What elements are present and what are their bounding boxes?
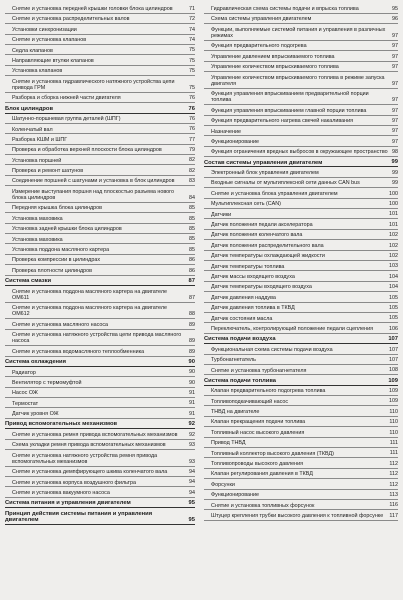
toc-entry	[204, 347, 398, 355]
toc-page-number: 92	[189, 431, 195, 438]
toc-entry-title: Штуцер крепления трубки высокого давления к топливной форсунке	[211, 512, 384, 519]
toc-entry-title: Разборка КШМ и ШПГ	[12, 136, 68, 143]
toc-entry-title: Функция предварительного нагрева свечей накаливания	[211, 118, 354, 125]
toc-entry-title: Топливопроводы высокого давления	[211, 461, 304, 468]
toc-page-number: 116	[389, 502, 398, 509]
toc-entry-title: Схема укладки ремня привода вспомогательных механизмов	[12, 442, 166, 449]
toc-page-number: 83	[189, 178, 195, 185]
toc-page-number: 95	[392, 5, 398, 12]
toc-page-number: 109	[389, 398, 398, 405]
toc-entry-title: Управление количеством впрыскиваемого топлива	[211, 64, 339, 71]
toc-entry	[204, 139, 398, 147]
toc-entry	[204, 91, 398, 105]
toc-entry-title: Турбонагнетатель	[211, 357, 256, 364]
toc-page-number: 91	[189, 400, 195, 407]
toc-entry	[5, 37, 195, 45]
toc-entry-title: Снятие и установка ремня привода вспомогательных механизмов	[12, 431, 178, 438]
toc-entry-title: Снятие и установка водомасляного теплообменника	[12, 348, 145, 355]
toc-entry	[5, 401, 195, 409]
toc-entry	[5, 27, 195, 35]
toc-entry	[5, 16, 195, 24]
toc-entry-title: Снятие и установка вакуумного насоса	[12, 490, 110, 497]
toc-entry-title: Блок цилиндров	[5, 105, 54, 112]
toc-page-number: 107	[389, 356, 398, 363]
toc-section-heading	[5, 500, 195, 508]
toc-entry-title: Функционирование	[211, 138, 259, 145]
toc-entry	[5, 237, 195, 245]
toc-page-number: 77	[189, 136, 195, 143]
toc-entry-title: Привод вспомогательных механизмов	[5, 421, 118, 428]
toc-page-number: 76	[189, 115, 195, 122]
toc-page-number: 87	[188, 277, 195, 284]
toc-page-number: 93	[189, 442, 195, 449]
toc-entry-title: Система охлаждения	[5, 359, 66, 366]
toc-entry	[204, 409, 398, 417]
toc-entry	[204, 326, 398, 334]
toc-page-number: 95	[188, 500, 195, 507]
toc-entry-title: Термостат	[12, 400, 39, 407]
toc-entry	[204, 399, 398, 407]
toc-entry-title: Управление количеством впрыскиваемого топлива в режиме запуска двигателя	[211, 74, 385, 87]
toc-entry-title: Снятие и установка блока управления двигателем	[211, 190, 338, 197]
toc-entry	[204, 27, 398, 41]
toc-entry-title: Датчик положения педали акселератора	[211, 222, 313, 229]
toc-entry	[5, 168, 195, 176]
toc-page-number: 97	[392, 117, 398, 124]
toc-entry	[204, 222, 398, 230]
toc-entry-title: Система смазки	[5, 278, 52, 285]
toc-entry	[5, 349, 195, 357]
toc-page-number: 100	[389, 201, 398, 208]
toc-entry-title: Датчик температуры охлаждающей жидкости	[211, 253, 325, 260]
toc-page-number: 101	[389, 211, 398, 218]
toc-page-number: 99	[391, 159, 398, 166]
toc-entry	[204, 212, 398, 220]
toc-entry	[5, 322, 195, 330]
toc-entry	[5, 95, 195, 103]
toc-page-number: 110	[389, 419, 398, 426]
toc-entry-title: Датчик положения распределительного вала	[211, 242, 324, 249]
toc-entry	[5, 289, 195, 303]
toc-entry-title: Клапан предварительного подогрева топлива	[211, 388, 326, 395]
toc-entry-title: Установка маховика	[12, 215, 63, 222]
toc-page-number: 88	[189, 311, 195, 318]
toc-entry	[204, 170, 398, 178]
toc-page-number: 71	[189, 5, 195, 12]
toc-page-number: 91	[189, 410, 195, 417]
toc-page-number: 76	[189, 126, 195, 133]
toc-entry-title: Снятие и установка поддона масляного картера на двигателе ОМ612	[12, 305, 168, 318]
toc-page-number: 103	[389, 263, 398, 270]
toc-entry	[204, 284, 398, 292]
toc-page-number: 102	[389, 232, 398, 239]
toc-entry-title: Вентилятор с термомуфтой	[12, 379, 82, 386]
toc-page-number: 106	[389, 325, 398, 332]
toc-entry	[204, 201, 398, 209]
toc-entry	[204, 108, 398, 116]
toc-page-number: 98	[392, 149, 398, 156]
toc-entry-title: Функции, выполняемые системой питания и управления в различных режимах	[211, 26, 386, 39]
toc-page-number: 97	[392, 128, 398, 135]
toc-entry-title: Система подачи воздуха	[204, 336, 276, 343]
toc-page-number: 94	[189, 469, 195, 476]
toc-page-number: 110	[389, 429, 398, 436]
toc-page-number: 102	[389, 253, 398, 259]
toc-entry	[5, 370, 195, 378]
toc-entry-title: Датчик состояния масла	[211, 315, 273, 322]
toc-page-number: 105	[389, 304, 398, 311]
toc-section-heading	[5, 359, 195, 367]
toc-page-number: 97	[392, 138, 398, 145]
toc-page-number: 107	[389, 346, 398, 353]
toc-page-number: 89	[189, 321, 195, 328]
toc-entry-title: Снятие и установка клапанов	[12, 37, 87, 44]
toc-entry	[204, 513, 398, 521]
toc-entry-title: Радиатор	[12, 369, 36, 376]
toc-page-number: 90	[189, 369, 195, 376]
toc-entry-title: Система питания и управления двигателем	[5, 500, 131, 507]
toc-entry-title: Снятие и установка передней крышки головки блока цилиндров	[12, 6, 173, 12]
toc-page-number: 87	[189, 294, 195, 301]
toc-entry	[5, 58, 195, 66]
toc-entry	[5, 48, 195, 56]
toc-page-number: 85	[189, 246, 195, 253]
toc-section-heading	[204, 160, 398, 168]
toc-section-heading	[5, 511, 195, 525]
toc-entry	[204, 243, 398, 251]
toc-entry	[5, 137, 195, 145]
toc-entry	[5, 216, 195, 224]
toc-section-heading	[5, 421, 195, 429]
toc-page-number: 109	[389, 388, 398, 395]
toc-page-number: 99	[392, 169, 398, 176]
toc-entry	[204, 149, 398, 157]
toc-entry-title: Снятие и установка поддона масляного картера на двигателе ОМ611	[12, 288, 168, 301]
toc-entry-title: Проверка и обработка верхней плоскости блока цилиндров	[12, 147, 162, 154]
toc-entry-title: Функционирование	[211, 492, 259, 499]
toc-page-number: 95	[188, 516, 195, 523]
toc-entry-title: Переключатель, контролирующий положение педали сцепления	[211, 325, 374, 332]
toc-entry	[5, 205, 195, 213]
toc-entry	[204, 440, 398, 448]
toc-entry-title: Установка поршней	[12, 157, 62, 164]
toc-page-number: 75	[189, 68, 195, 75]
toc-page-number: 107	[388, 336, 398, 343]
toc-page-number: 86	[189, 257, 195, 264]
toc-page-number: 90	[189, 379, 195, 386]
toc-page-number: 82	[189, 167, 195, 174]
toc-entry-title: Датчик температуры топлива	[211, 263, 285, 270]
toc-entry-title: Функция ограничения вредных выбросов в окружающее пространство	[211, 149, 388, 156]
toc-page-number: 105	[389, 294, 398, 301]
toc-entry	[5, 147, 195, 155]
toc-entry-title: Установка задней крышки блока цилиндров	[12, 226, 122, 233]
toc-page-number: 112	[389, 471, 398, 478]
toc-entry	[204, 191, 398, 199]
toc-entry	[204, 471, 398, 479]
toc-page-number: 76	[189, 95, 195, 102]
toc-entry-title: Датчик температуры входящего воздуха	[211, 284, 312, 291]
toc-entry	[5, 453, 195, 467]
toc-entry-title: Функция предварительного подогрева	[211, 43, 307, 50]
toc-page-number: 90	[188, 358, 195, 365]
toc-entry	[204, 118, 398, 126]
toc-entry-title: Снятие и установка демпфирующего шкива коленчатого вала	[12, 469, 168, 476]
toc-entry-title: Управление давлением впрыскиваемого топлива	[211, 53, 335, 60]
toc-entry-title: ТНВД на двигателе	[211, 409, 260, 416]
toc-entry	[204, 503, 398, 511]
toc-entry	[204, 180, 398, 188]
toc-entry	[5, 68, 195, 76]
toc-page-number: 74	[189, 36, 195, 43]
toc-entry-title: Назначение	[211, 128, 241, 135]
toc-column-left	[5, 6, 195, 527]
toc-entry	[204, 129, 398, 137]
toc-entry	[5, 257, 195, 265]
toc-page-number: 100	[389, 190, 398, 197]
toc-entry-title: Привод ТНВД	[211, 440, 246, 447]
toc-page-number: 110	[389, 408, 398, 415]
toc-page-number: 113	[389, 491, 398, 498]
toc-entry	[5, 247, 195, 255]
toc-entry	[5, 158, 195, 166]
toc-page-number: 89	[189, 338, 195, 345]
toc-page-number: 101	[389, 221, 398, 228]
toc-entry	[5, 411, 195, 419]
toc-entry	[204, 295, 398, 303]
toc-page-number: 82	[189, 157, 195, 164]
toc-entry	[5, 116, 195, 124]
toc-entry	[5, 490, 195, 498]
toc-entry-title: Датчики	[211, 211, 232, 218]
toc-page-number: 89	[189, 348, 195, 355]
toc-entry-title: Снятие и установка корпуса воздушного фильтра	[12, 479, 137, 486]
toc-page-number: 91	[189, 390, 195, 397]
toc-entry-title: Проверка компрессии в цилиндрах	[12, 257, 101, 264]
toc-page-number: 85	[189, 215, 195, 222]
toc-page-number: 84	[189, 194, 195, 201]
toc-page-number: 97	[392, 80, 398, 87]
toc-entry	[204, 64, 398, 72]
toc-entry-title: Установка маховика	[12, 236, 63, 243]
toc-entry-title: Датчик уровня ОЖ	[12, 411, 59, 418]
toc-entry	[5, 226, 195, 234]
toc-entry-title: Принцип действия системы питания и управления двигателем	[5, 510, 153, 523]
toc-entry-title: Направляющие втулки клапанов	[12, 57, 94, 64]
toc-entry-title: Топливный коллектор высокого давления (ТКВД)	[211, 450, 334, 457]
toc-entry-title: Шатунно-поршневая группа деталей (ШПГ)	[12, 116, 121, 123]
toc-column-right	[204, 6, 398, 523]
toc-entry-title: Соединение поршней с шатунами и установка в блок цилиндров	[12, 178, 175, 185]
toc-entry	[5, 6, 195, 14]
toc-entry-title: Снятие и установка масляного насоса	[12, 321, 109, 328]
toc-entry-title: Установка клапанов	[12, 68, 63, 75]
toc-page-number: 76	[188, 105, 195, 112]
toc-entry	[204, 419, 398, 427]
toc-entry-title: Схема системы управления двигателем	[211, 16, 312, 23]
toc-page-number: 92	[188, 421, 195, 428]
toc-page-number: 75	[189, 47, 195, 54]
toc-page-number: 75	[189, 57, 195, 64]
toc-page-number: 99	[392, 180, 398, 187]
toc-entry-title: Форсунки	[211, 481, 235, 488]
toc-entry-title: Датчик давления наддува	[211, 294, 276, 301]
toc-entry-title: Топливный насос высокого давления	[211, 429, 305, 436]
toc-entry	[204, 482, 398, 490]
toc-entry-title: Снятие и установка топливных форсунок	[211, 502, 315, 509]
toc-entry	[204, 232, 398, 240]
toc-entry	[5, 469, 195, 477]
toc-entry-title: Снятие и установка гидравлического натяжного устройства цепи привода ГРМ	[12, 78, 175, 91]
toc-entry-title: Гидравлическая схема системы подачи и впрыска топлива	[211, 6, 359, 12]
toc-entry-title: Снятие и установка распределительных валов	[12, 16, 130, 23]
toc-entry-title: Разборка и сборка нижней части двигателя	[12, 95, 121, 102]
toc-entry	[5, 305, 195, 319]
toc-entry-title: Входные сигналы от мультиплексной сети данных CAN bus	[211, 180, 360, 187]
toc-entry-title: Насос ОЖ	[12, 390, 38, 397]
toc-entry-title: Топливоподкачивающий насос	[211, 398, 289, 405]
toc-entry-title: Клапан прекращения подачи топлива	[211, 419, 306, 426]
toc-page-number: 109	[388, 377, 398, 384]
toc-entry-title: Снятие и установка турбонагнетателя	[211, 367, 307, 374]
toc-entry	[204, 274, 398, 282]
toc-entry	[204, 461, 398, 469]
toc-entry	[204, 368, 398, 376]
toc-section-heading	[204, 336, 398, 344]
toc-entry-title: Датчик положения коленчатого вала	[211, 232, 303, 239]
toc-entry	[204, 305, 398, 313]
toc-page-number: 85	[189, 226, 195, 233]
toc-entry	[5, 480, 195, 488]
toc-entry	[204, 388, 398, 396]
toc-entry-title: Функциональная схема системы подачи воздуха	[211, 346, 333, 353]
toc-entry-title: Функция управления впрыскиванием предварительной порции топлива	[211, 91, 369, 104]
toc-entry-title: Состав системы управления двигателем	[204, 159, 323, 166]
toc-entry-title: Измерение выступания поршня над плоскостью разъема нового блока цилиндров	[12, 188, 174, 202]
toc-entry	[204, 16, 398, 24]
toc-entry	[204, 357, 398, 365]
toc-page-number: 104	[389, 273, 398, 280]
toc-page-number: 94	[189, 479, 195, 486]
toc-entry-title: Установка поддона масляного картера	[12, 247, 110, 253]
toc-entry	[204, 6, 398, 14]
toc-entry-title: Проверка и ремонт шатунов	[12, 168, 84, 175]
toc-page-number: 96	[392, 16, 398, 23]
toc-page-number: 111	[389, 450, 398, 457]
toc-entry	[204, 451, 398, 459]
toc-page-number: 85	[189, 205, 195, 212]
toc-page-number: 79	[189, 147, 195, 154]
toc-page-number: 86	[189, 267, 195, 274]
toc-entry-title: Седла клапанов	[12, 47, 53, 54]
toc-entry-title: Мультиплексная сеть (CAN)	[211, 201, 281, 208]
toc-entry	[204, 264, 398, 272]
toc-page-number: 97	[392, 107, 398, 114]
toc-entry-title: Проверка плотности цилиндров	[12, 267, 93, 274]
toc-entry	[204, 43, 398, 51]
toc-page-number: 97	[392, 53, 398, 60]
toc-page-number: 112	[389, 481, 398, 488]
toc-entry-title: Датчик массы входящего воздуха	[211, 273, 295, 280]
toc-entry-title: Система подачи топлива	[204, 377, 277, 384]
toc-entry	[204, 253, 398, 261]
toc-entry	[204, 316, 398, 324]
toc-entry	[5, 390, 195, 398]
toc-entry	[5, 432, 195, 440]
toc-entry-title: Коленчатый вал	[12, 126, 53, 133]
toc-entry	[204, 75, 398, 89]
toc-entry	[5, 79, 195, 93]
toc-section-heading	[5, 106, 195, 114]
toc-entry-title: Передняя крышка блока цилиндров	[12, 205, 102, 212]
toc-entry	[204, 430, 398, 438]
toc-entry	[204, 492, 398, 500]
toc-page-number: 97	[392, 32, 398, 39]
toc-entry-title: Установки синхронизации	[12, 26, 77, 33]
toc-page-number: 117	[389, 512, 398, 519]
toc-page-number: 105	[389, 315, 398, 322]
toc-page-number: 75	[189, 84, 195, 91]
toc-section-heading	[204, 378, 398, 386]
toc-entry-title: Электронный блок управления двигателем	[211, 170, 319, 177]
toc-page-number: 102	[389, 242, 398, 249]
toc-entry-title: Снятие и установка натяжного устройства ремня привода вспомогательных механизмов	[12, 452, 158, 465]
toc-entry-title: Датчик давления топлива в ТКВД	[211, 305, 295, 312]
toc-page-number: 94	[189, 489, 195, 496]
toc-entry	[5, 332, 195, 346]
toc-page-number: 97	[392, 97, 398, 104]
toc-page-number: 85	[189, 236, 195, 243]
toc-entry-title: Функция управления впрыскиванием главной порции топлива	[211, 107, 367, 114]
toc-entry	[5, 442, 195, 450]
toc-entry	[5, 268, 195, 276]
toc-entry	[5, 178, 195, 186]
toc-entry-title: Клапан регулирования давления в ТКВД	[211, 471, 313, 478]
toc-section-heading	[5, 278, 195, 286]
toc-page-number: 97	[392, 63, 398, 70]
toc-page-number: 108	[389, 367, 398, 374]
toc-page-number: 93	[189, 458, 195, 465]
toc-page-number: 111	[389, 440, 398, 447]
toc-entry	[5, 127, 195, 135]
toc-page-number: 72	[189, 16, 195, 23]
toc-entry-title: Снятие и установка натяжного устройства цепи привода масляного насоса	[12, 332, 182, 345]
toc-page-number: 74	[189, 26, 195, 33]
toc-entry	[204, 54, 398, 62]
toc-page-number: 97	[392, 43, 398, 50]
toc-page-number: 112	[389, 460, 398, 467]
toc-entry	[5, 380, 195, 388]
toc-entry	[5, 189, 195, 203]
toc-page-number: 104	[389, 284, 398, 291]
